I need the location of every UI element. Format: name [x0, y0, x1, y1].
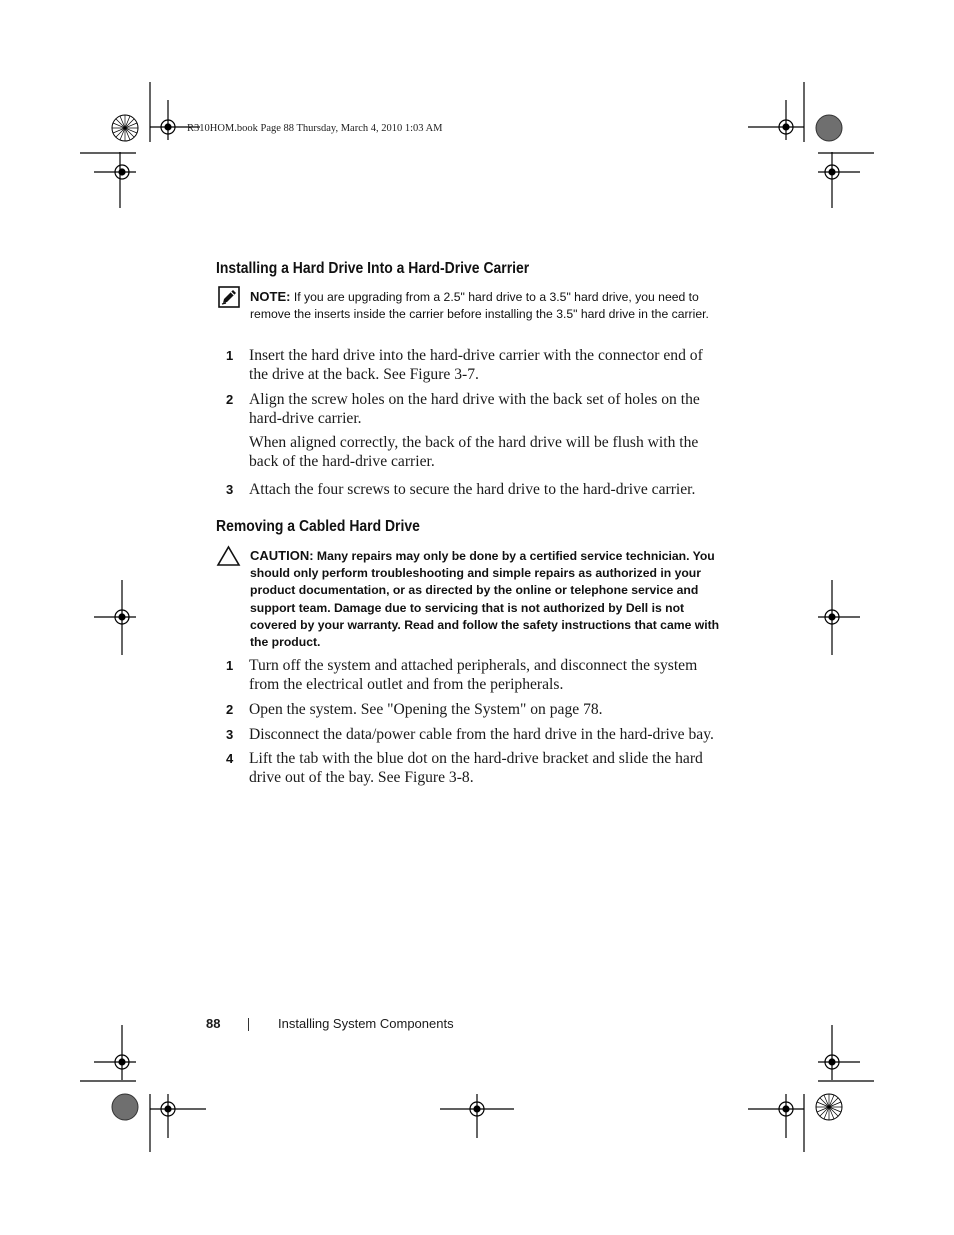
step-number: 3: [226, 727, 234, 742]
caution-label: CAUTION:: [250, 548, 314, 563]
step-number: 3: [226, 482, 234, 497]
step-number: 2: [226, 702, 234, 717]
step-text: Open the system. See "Opening the System" on page 78.: [249, 701, 603, 718]
note-block: [250, 288, 720, 323]
running-header: R310HOM.book Page 88 Thursday, March 4, 2010 1:03 AM: [187, 123, 443, 134]
section-heading-removing: Removing a Cabled Hard Drive: [216, 518, 420, 535]
step-text: Lift the tab with the blue dot on the hard-drive bracket and slide the hard drive out of the bay. See Figure 3-8.: [249, 750, 703, 787]
step-text: Align the screw holes on the hard drive with the back set of holes on the hard-drive carrier.: [249, 391, 700, 428]
step-text: Turn off the system and attached peripherals, and disconnect the system from the electrical outlet and from the peripherals.: [249, 657, 698, 694]
caution-text: Many repairs may only be done by a certified service technician. You should only perform troubleshooting and simple repairs as authorized in your product documentation, or as directed by the online or telephone service and support team. Damage due to servicing that is not authorized by Dell is not covered by your warranty. Read and follow the safety instructions that came with the product.: [250, 549, 720, 650]
step-text: Insert the hard drive into the hard-drive carrier with the connector end of the drive at the back. See Figure 3-7.: [249, 347, 703, 384]
step-text: Attach the four screws to secure the hard drive to the hard-drive carrier.: [249, 481, 696, 498]
step-number: 1: [226, 658, 234, 673]
footer-divider: [248, 1018, 249, 1031]
step-text: Disconnect the data/power cable from the hard drive in the hard-drive bay.: [249, 726, 714, 743]
footer-chapter-title: Installing System Components: [278, 1016, 454, 1031]
section-heading-installing: Installing a Hard Drive Into a Hard-Drive Carrier: [216, 260, 530, 277]
caution-triangle-icon: [216, 545, 241, 567]
caution-block: [250, 547, 720, 651]
page-number: 88: [206, 1016, 221, 1031]
step-number: 4: [226, 751, 234, 766]
note-text: If you are upgrading from a 2.5" hard drive to a 3.5" hard drive, you need to remove the inserts inside the carrier before installing the 3.5" hard drive in the carrier.: [250, 290, 709, 322]
step-number: 2: [226, 392, 234, 407]
step-number: 1: [226, 348, 234, 363]
note-label: NOTE:: [250, 289, 291, 304]
note-pencil-icon: [218, 286, 240, 308]
step-followup-text: When aligned correctly, the back of the hard drive will be flush with the back of the hard-drive carrier.: [249, 434, 699, 471]
